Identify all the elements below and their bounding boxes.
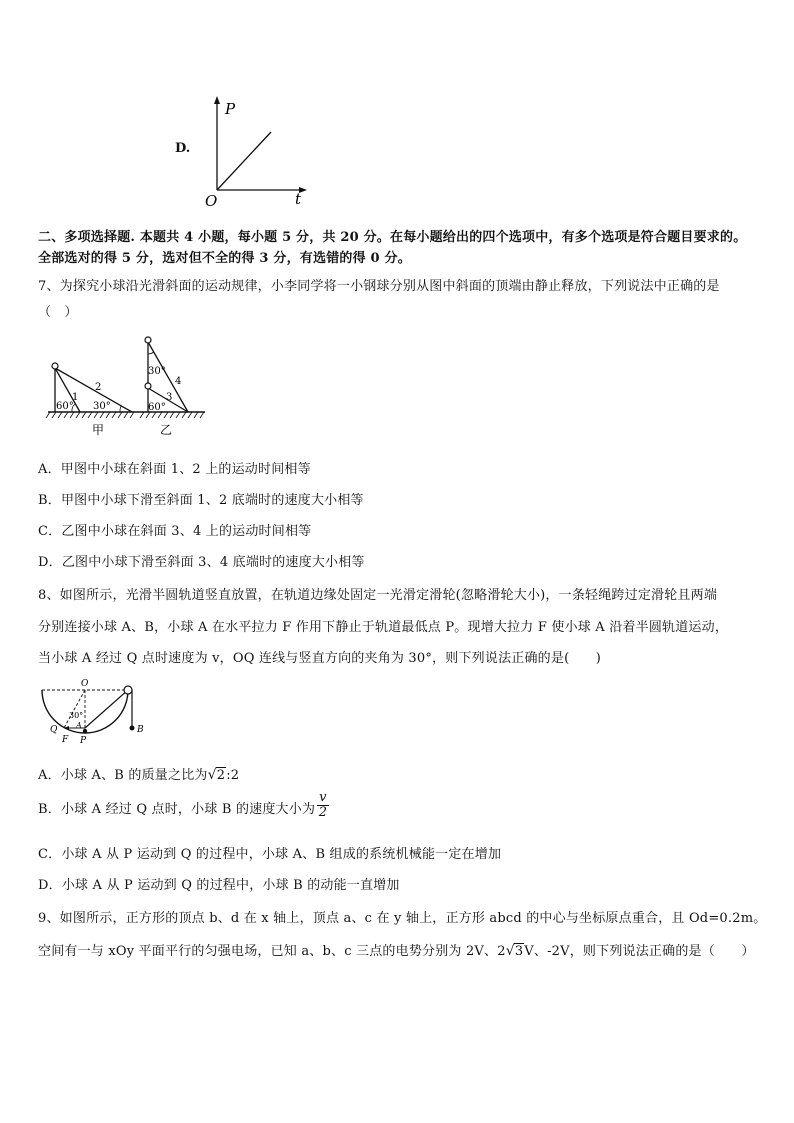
q8-stem-line1: 8、如图所示，光滑半圆轨道竖直放置，在轨道边缘处固定一光滑定滑轮(忽略滑轮大小)，一条轻绳跨过定滑轮且两端 bbox=[38, 588, 718, 603]
slope-2-label: 2 bbox=[95, 382, 102, 393]
q7-figure bbox=[40, 330, 220, 442]
q9-stem-line1: 9、如图所示，正方形的顶点 b、d 在 x 轴上，顶点 a、c 在 y 轴上，正方形 abcd 的中心与坐标原点重合，且 Od=0.2m。 bbox=[38, 911, 767, 926]
yi-label: 乙 bbox=[160, 423, 173, 437]
jia-angle-30: 30° bbox=[93, 401, 111, 412]
p-t-graph bbox=[195, 92, 315, 212]
q7-option-d: D．乙图中小球下滑至斜面 3、4 底端时的速度大小相等 bbox=[38, 555, 365, 570]
q8-figure bbox=[36, 676, 156, 746]
q8-option-d: D．小球 A 从 P 运动到 Q 的过程中，小球 B 的动能一直增加 bbox=[38, 878, 400, 893]
q8-option-c: C．小球 A 从 P 运动到 Q 的过程中，小球 A、B 组成的系统机械能一定在增加 bbox=[38, 847, 502, 862]
q7-option-a: A．甲图中小球在斜面 1、2 上的运动时间相等 bbox=[38, 462, 311, 477]
label-f: F bbox=[62, 735, 69, 745]
jia-label: 甲 bbox=[92, 423, 105, 437]
q7-option-b: B．甲图中小球下滑至斜面 1、2 底端时的速度大小相等 bbox=[38, 493, 364, 508]
yi-angle-30: 30° bbox=[148, 366, 166, 377]
graph-line bbox=[217, 132, 271, 190]
q8-option-b: B．小球 A 经过 Q 点时，小球 B 的速度大小为 $\frac{v}{2}$ bbox=[38, 790, 328, 820]
slope-1-label: 1 bbox=[72, 392, 79, 403]
option-d-label: D. bbox=[175, 141, 191, 156]
slope-4-label: 4 bbox=[175, 376, 182, 387]
q8-stem-line3: 当小球 A 经过 Q 点时速度为 v，OQ 连线与竖直方向的夹角为 30°，则下列说法正确的是( ) bbox=[38, 651, 602, 666]
yi-angle-60: 60° bbox=[148, 402, 166, 413]
angle-30-label: 30° bbox=[69, 711, 84, 720]
axis-x-label: t bbox=[295, 190, 302, 208]
q9-stem-line2: 空间有一与 xOy 平面平行的匀强电场，已知 a、b、c 三点的电势分别为 2V、2√3V、-2V，则下列说法正确的是（ ） bbox=[38, 943, 755, 959]
q7-option-c: C．乙图中小球在斜面 3、4 上的运动时间相等 bbox=[38, 524, 312, 539]
q8-stem-line2: 分别连接小球 A、B，小球 A 在水平拉力 F 作用下静止于轨道最低点 P。现增大拉力 F 使小球 A 沿着半圆轨道运动， bbox=[38, 620, 729, 635]
y-axis-arrow bbox=[214, 96, 220, 104]
axis-y-label: P bbox=[225, 100, 236, 118]
section2-line2: 全部选对的得 5 分，选对但不全的得 3 分，有选错的得 0 分。 bbox=[38, 251, 411, 266]
section2-line1: 二、多项选择题. 本题共 4 小题，每小题 5 分，共 20 分。在每小题给出的四个选项中，有多个选项是符合题目要求的。 bbox=[38, 230, 747, 245]
origin-label: O bbox=[205, 192, 218, 210]
q8-option-a: A．小球 A、B 的质量之比为√2:2 bbox=[38, 767, 240, 783]
slope-3-label: 3 bbox=[166, 392, 173, 403]
label-o: O bbox=[81, 679, 89, 689]
q7-stem-line2: （ ） bbox=[38, 305, 78, 320]
label-q: Q bbox=[50, 725, 58, 735]
label-b: B bbox=[137, 725, 144, 735]
label-p: P bbox=[80, 736, 87, 746]
jia-angle-60: 60° bbox=[56, 401, 74, 412]
q7-stem-line1: 7、为探究小球沿光滑斜面的运动规律，小李同学将一小钢球分别从图中斜面的顶端由静止释放，下列说法中正确的是 bbox=[38, 279, 720, 294]
label-a: A bbox=[76, 721, 82, 730]
